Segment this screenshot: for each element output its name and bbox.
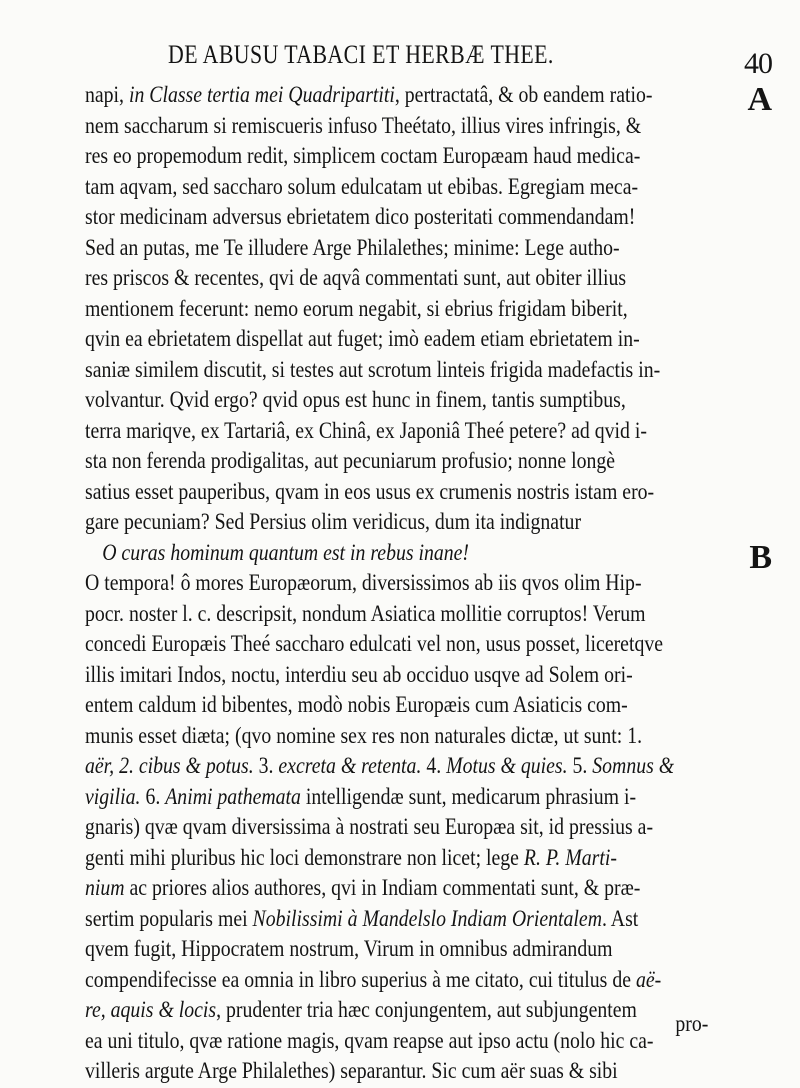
- italic-text: excreta & retenta.: [278, 753, 427, 778]
- italic-text: Nobilissimi à Mandelslo Indiam Orientalem: [252, 905, 602, 931]
- text-line: [85, 385, 653, 416]
- roman-text: gare pecuniam? Sed Persius olim veridicus, dum ita indignatur: [85, 509, 582, 534]
- roman-text: , pertractatâ, & ob eandem ratio-: [394, 82, 653, 107]
- text-line: [85, 568, 653, 599]
- text-line: [85, 538, 653, 569]
- text-line: [85, 111, 653, 142]
- roman-text: stor medicinam adversus ebrietatem dico posteritati commendandam!: [85, 204, 636, 229]
- roman-text: Sed an putas, me Te illudere Arge Philalethes; minime: Lege autho-: [85, 234, 620, 260]
- roman-text: satius esset pauperibus, qvam in eos usus ex crumenis nostris istam ero-: [85, 478, 655, 504]
- roman-text: napi,: [85, 82, 129, 107]
- italic-text: in Classe tertia mei Quadripartiti: [128, 82, 395, 107]
- text-line: [85, 355, 661, 386]
- roman-text: res priscos & recentes, qvi de aqvâ commentati sunt, aut obiter illius: [85, 265, 627, 290]
- text-line: [85, 294, 653, 325]
- roman-text: 4.: [426, 753, 447, 778]
- roman-text: entem caldum id bibentes, modò nobis Europæis cum Asiaticis com-: [85, 692, 628, 717]
- italic-text: vigilia.: [85, 783, 146, 809]
- roman-text: sertim popularis mei: [85, 905, 253, 931]
- text-line: [85, 202, 653, 233]
- roman-text: . Ast: [601, 905, 639, 931]
- margin-mark-a: A: [747, 81, 772, 118]
- text-line: [85, 599, 653, 630]
- roman-text: volvantur. Qvid ergo? qvid opus est hunc in finem, tantis sumptibus,: [85, 387, 626, 412]
- italic-text: Motus & quies.: [446, 753, 573, 778]
- text-line: [85, 904, 653, 935]
- text-line: [85, 477, 653, 508]
- italic-text: nium: [85, 875, 125, 900]
- roman-text: 6.: [145, 783, 166, 809]
- roman-text: concedi Europæis Theé saccharo edulcati vel non, usus posset, liceretqve: [85, 631, 664, 656]
- text-line: [85, 995, 653, 1026]
- roman-text: sta non ferenda prodigalitas, aut pecuniarum profusio; nonne longè: [85, 448, 616, 473]
- roman-text: res eo propemodum redit, simplicem coctam Europæam haud medica-: [85, 143, 641, 168]
- roman-text: intelligendæ sunt, medicarum phrasium i-: [300, 783, 637, 809]
- text-line: [85, 721, 653, 752]
- roman-text: O tempora! ô mores Europæorum, diversissimos ab iis qvos olim Hip-: [85, 570, 642, 595]
- text-line: [85, 324, 653, 355]
- text-line: [85, 446, 653, 477]
- body-text: [85, 80, 745, 1087]
- text-line: [85, 507, 653, 538]
- italic-text: aër, 2. cibus & potus.: [85, 753, 259, 778]
- italic-text: O curas hominum quantum est in rebus inane!: [102, 539, 470, 565]
- roman-text: terra mariqve, ex Tartariâ, ex Chinâ, ex Japoniâ Theé petere? ad qvid i-: [85, 417, 647, 443]
- roman-text: illis imitari Indos, noctu, interdiu seu ab occiduo usqve ad Solem ori-: [85, 661, 633, 687]
- roman-text: tam aqvam, sed saccharo solum edulcatam ut ebibas. Egregiam meca-: [85, 173, 639, 199]
- roman-text: 3.: [258, 753, 279, 778]
- roman-text: nem saccharum si remiscueris infuso Theétato, illius vires infringis, &: [85, 112, 642, 138]
- roman-text: saniæ similem discutit, si testes aut scrotum linteis frigida madefactis in-: [85, 356, 661, 382]
- text-line: [85, 263, 653, 294]
- margin-mark-b: B: [749, 539, 772, 576]
- text-line: [85, 80, 653, 111]
- roman-text: mentionem fecerunt: nemo eorum negabit, si ebrius frigidam biberit,: [85, 295, 628, 321]
- text-line: [85, 172, 653, 203]
- roman-text: compendifecisse ea omnia in libro superius à me citato, cui titulus de: [85, 966, 636, 992]
- text-line: [85, 873, 653, 904]
- text-line: [85, 1056, 653, 1087]
- roman-text: villeris argute Arge Philalethes) separantur. Sic cum aër suas & sibi: [85, 1058, 618, 1083]
- roman-text: genti mihi pluribus hic loci demonstrare non licet; lege: [85, 844, 524, 870]
- roman-text: qvin ea ebrietatem dispellat aut fuget; imò eadem etiam ebrietatem in-: [85, 326, 640, 351]
- page-number: 40: [744, 47, 772, 80]
- roman-text: qvem fugit, Hippocratem nostrum, Virum in omnibus admirandum: [85, 936, 613, 961]
- roman-text: ac priores alios authores, qvi in Indiam commentati sunt, & præ-: [124, 875, 641, 900]
- roman-text: gnaris) qvæ qvam diversissima à nostrati seu Europæa sit, id pressius a-: [85, 814, 654, 839]
- text-line: [85, 965, 662, 996]
- italic-text: R. P. Marti-: [523, 844, 617, 870]
- roman-text: munis esset diæta; (qvo nomine sex res non naturales dictæ, ut sunt: 1.: [85, 722, 643, 748]
- text-line: [85, 751, 675, 782]
- text-line: [85, 782, 653, 813]
- running-title: DE ABUSU TABACI ET HERBÆ THEE.: [168, 40, 554, 69]
- text-line: [85, 1026, 653, 1057]
- italic-text: Somnus &: [592, 753, 675, 778]
- text-line: [85, 233, 653, 264]
- text-line: [85, 629, 664, 660]
- italic-text: aë-: [635, 966, 662, 992]
- roman-text: 5.: [572, 753, 593, 778]
- catchword: pro-: [675, 1011, 708, 1036]
- text-line: [85, 141, 653, 172]
- roman-text: , prudenter tria hæc conjungentem, aut subjungentem: [216, 997, 637, 1022]
- roman-text: ea uni titulo, qvæ ratione magis, qvam reapse aut ipso actu (nolo hic ca-: [85, 1027, 654, 1053]
- text-line: [85, 934, 653, 965]
- text-line: [85, 416, 653, 447]
- text-line: [85, 660, 653, 691]
- text-line: [85, 690, 653, 721]
- text-line: [85, 843, 653, 874]
- italic-text: re, aquis & locis: [85, 997, 217, 1022]
- text-line: [85, 812, 653, 843]
- italic-text: Animi pathemata: [165, 783, 301, 809]
- roman-text: pocr. noster l. c. descripsit, nondum Asiatica mollitie corruptos! Verum: [85, 600, 646, 626]
